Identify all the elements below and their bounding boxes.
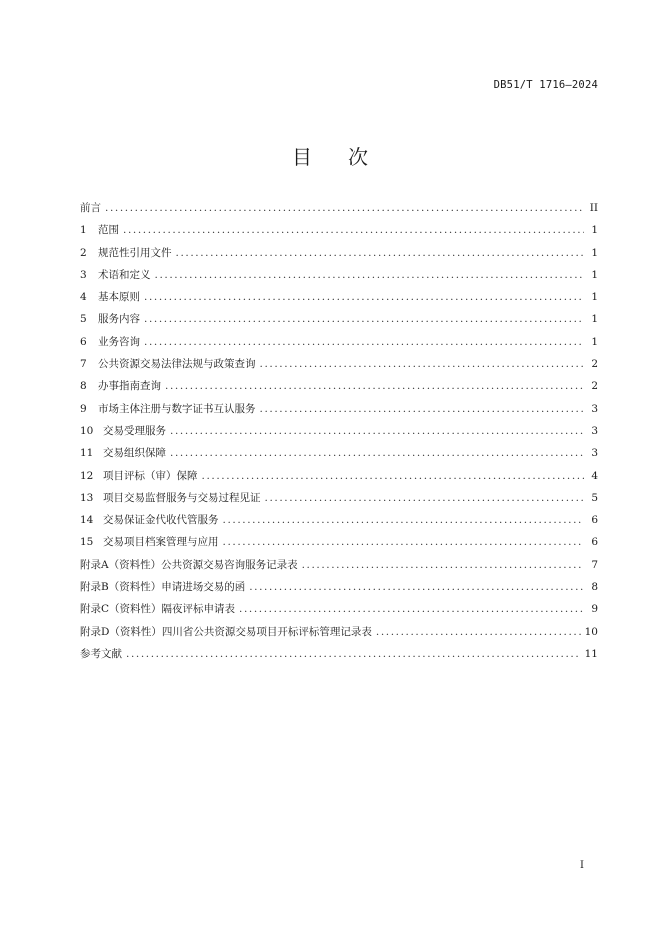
dot-leader: [105, 202, 584, 214]
toc-entry-foreword[interactable]: [80, 200, 598, 222]
table-of-contents: [80, 200, 598, 668]
title-char-2: 次: [348, 145, 370, 169]
dot-leader: [144, 291, 584, 303]
toc-entry-appendix-c[interactable]: [80, 601, 598, 623]
toc-page-number: 3: [591, 447, 598, 460]
toc-page-number: 6: [591, 514, 598, 527]
toc-entry-label: 附录C（资料性）隔夜评标申请表: [80, 603, 236, 616]
toc-entry-12[interactable]: [80, 468, 598, 490]
toc-entry-number: 15: [80, 536, 94, 549]
toc-entry-number: 8: [80, 380, 87, 393]
toc-entry-10[interactable]: [80, 423, 598, 445]
toc-entry-14[interactable]: [80, 512, 598, 534]
toc-entry-4[interactable]: [80, 289, 598, 311]
toc-entry-number: 9: [80, 402, 87, 415]
toc-page-number: 3: [591, 424, 598, 437]
toc-page-number: 1: [591, 246, 598, 259]
dot-leader: [260, 403, 585, 415]
toc-entry-number: 10: [80, 424, 94, 437]
toc-entry-label: 办事指南查询: [98, 380, 161, 393]
toc-entry-2[interactable]: [80, 245, 598, 267]
toc-page-number: II: [589, 202, 598, 214]
toc-entry-label: 规范性引用文件: [98, 246, 172, 259]
dot-leader: [155, 269, 585, 281]
toc-entry-label: 附录D（资料性）四川省公共资源交易项目开标评标管理记录表: [80, 625, 372, 638]
toc-entry-number: 1: [80, 224, 87, 237]
page-title: [0, 141, 662, 170]
toc-entry-label: 交易保证金代收代管服务: [103, 514, 219, 527]
dot-leader: [176, 247, 585, 259]
toc-entry-13[interactable]: [80, 490, 598, 512]
toc-page-number: 3: [591, 402, 598, 415]
toc-entry-number: 6: [80, 335, 87, 348]
toc-page-number: 1: [591, 335, 598, 348]
dot-leader: [223, 514, 585, 526]
toc-entry-label: 交易项目档案管理与应用: [103, 536, 219, 549]
title-char-1: 目: [292, 145, 314, 169]
toc-entry-1[interactable]: [80, 222, 598, 244]
toc-entry-number: 13: [80, 491, 94, 504]
toc-entry-label: 基本原则: [98, 291, 140, 304]
toc-page-number: 7: [591, 558, 598, 571]
dot-leader: [249, 581, 584, 593]
toc-entry-label: 附录B（资料性）申请进场交易的函: [80, 581, 246, 594]
toc-entry-label: 前言: [80, 202, 101, 214]
toc-entry-label: 公共资源交易法律法规与政策查询: [98, 358, 256, 371]
toc-entry-number: 11: [80, 447, 94, 460]
toc-entry-number: 4: [80, 291, 87, 304]
toc-page-number: 4: [591, 469, 598, 482]
toc-page-number: 10: [584, 625, 598, 638]
dot-leader: [202, 470, 585, 482]
dot-leader: [144, 336, 584, 348]
toc-entry-label: 项目交易监督服务与交易过程见证: [103, 491, 261, 504]
toc-entry-number: 2: [80, 246, 87, 259]
dot-leader: [376, 626, 581, 638]
dot-leader: [260, 358, 585, 370]
toc-page-number: 9: [591, 603, 598, 616]
toc-entry-7[interactable]: [80, 356, 598, 378]
dot-leader: [123, 224, 584, 236]
dot-leader: [144, 313, 584, 325]
toc-page-number: 1: [591, 268, 598, 281]
page-number: I: [580, 860, 584, 871]
toc-page-number: 8: [591, 581, 598, 594]
toc-page-number: 1: [591, 224, 598, 237]
toc-entry-appendix-a[interactable]: [80, 557, 598, 579]
toc-entry-number: 14: [80, 514, 94, 527]
dot-leader: [126, 648, 581, 660]
dot-leader: [165, 380, 584, 392]
toc-entry-label: 交易受理服务: [103, 424, 166, 437]
toc-page-number: 6: [591, 536, 598, 549]
toc-entry-number: 3: [80, 268, 87, 281]
toc-entry-label: 术语和定义: [98, 268, 151, 281]
toc-page-number: 2: [591, 358, 598, 371]
toc-entry-label: 附录A（资料性）公共资源交易咨询服务记录表: [80, 558, 298, 571]
toc-entry-number: 12: [80, 469, 94, 482]
toc-entry-9[interactable]: [80, 401, 598, 423]
toc-entry-number: 5: [80, 313, 87, 326]
dot-leader: [223, 536, 585, 548]
toc-entry-11[interactable]: [80, 445, 598, 467]
toc-entry-label: 市场主体注册与数字证书互认服务: [98, 402, 256, 415]
toc-entry-label: 服务内容: [98, 313, 140, 326]
dot-leader: [170, 425, 584, 437]
dot-leader: [265, 492, 585, 504]
document-code: DB51/T 1716—2024: [493, 79, 598, 91]
dot-leader: [239, 603, 584, 615]
toc-page-number: 1: [591, 291, 598, 304]
toc-entry-label: 交易组织保障: [103, 447, 166, 460]
toc-page-number: 11: [584, 647, 598, 660]
toc-entry-label: 参考文献: [80, 647, 122, 660]
toc-entry-references[interactable]: [80, 646, 598, 668]
toc-entry-appendix-d[interactable]: [80, 624, 598, 646]
dot-leader: [170, 447, 584, 459]
toc-entry-label: 范围: [98, 224, 119, 237]
toc-entry-3[interactable]: [80, 267, 598, 289]
toc-entry-number: 7: [80, 358, 87, 371]
toc-page-number: 2: [591, 380, 598, 393]
toc-entry-15[interactable]: [80, 534, 598, 556]
toc-entry-appendix-b[interactable]: [80, 579, 598, 601]
toc-entry-8[interactable]: [80, 378, 598, 400]
toc-entry-6[interactable]: [80, 334, 598, 356]
dot-leader: [302, 559, 584, 571]
toc-page-number: 1: [591, 313, 598, 326]
toc-entry-label: 项目评标（审）保障: [103, 469, 198, 482]
toc-entry-label: 业务咨询: [98, 335, 140, 348]
toc-page-number: 5: [591, 491, 598, 504]
toc-entry-5[interactable]: [80, 311, 598, 333]
